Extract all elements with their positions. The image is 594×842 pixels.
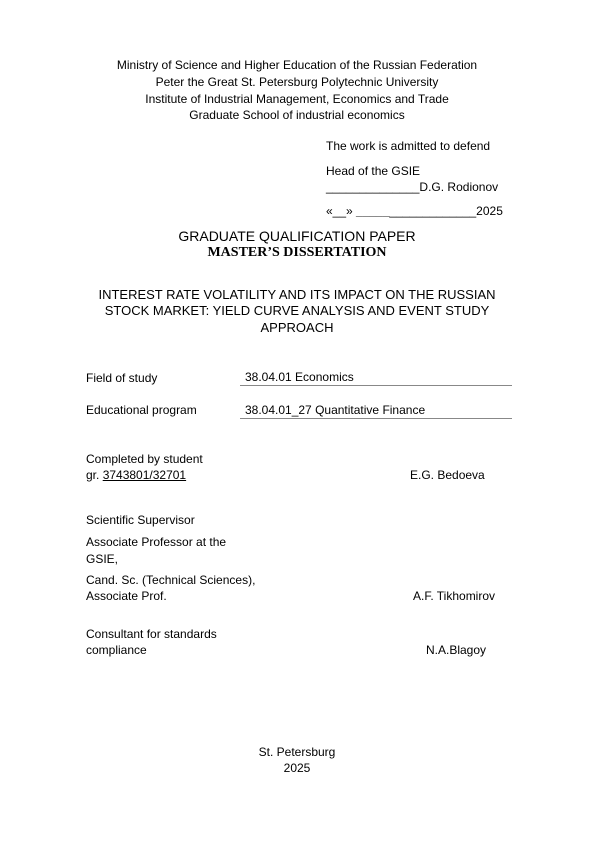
field-of-study-label: Field of study bbox=[86, 371, 158, 385]
supervisor-line1: Associate Professor at the bbox=[86, 535, 227, 549]
institute-line: Institute of Industrial Management, Economics and Trade bbox=[145, 92, 449, 106]
consultant-name: N.A.Blagoy bbox=[426, 643, 487, 657]
head-signature: ______________D.G. Rodionov bbox=[326, 180, 499, 194]
degree-title: MASTER’S DISSERTATION bbox=[207, 245, 387, 260]
consultant-line2: compliance bbox=[86, 643, 147, 657]
program-label: Educational program bbox=[86, 403, 197, 417]
consultant-line1: Consultant for standards bbox=[86, 627, 217, 641]
student-group bbox=[86, 468, 186, 482]
date-blank-bold: _____ bbox=[356, 204, 390, 218]
university-line: Peter the Great St. Petersburg Polytechnic University bbox=[155, 75, 439, 89]
supervisor-line2: GSIE, bbox=[86, 552, 119, 566]
group-number: 3743801/32701 bbox=[102, 468, 187, 482]
student-name: E.G. Bedoeva bbox=[410, 468, 485, 482]
field-of-study-underline bbox=[240, 385, 512, 386]
thesis-title-line3: APPROACH bbox=[260, 320, 334, 335]
admission-line: The work is admitted to defend bbox=[326, 139, 491, 153]
paper-type: GRADUATE QUALIFICATION PAPER bbox=[178, 228, 416, 244]
supervisor-name: A.F. Tikhomirov bbox=[413, 589, 496, 603]
footer-year: 2025 bbox=[283, 761, 311, 775]
supervisor-line4: Associate Prof. bbox=[86, 589, 167, 603]
student-label: Completed by student bbox=[86, 452, 203, 466]
date-rest: _____________2025 bbox=[389, 204, 503, 218]
school-line: Graduate School of industrial economics bbox=[189, 108, 405, 122]
thesis-title-line1: INTEREST RATE VOLATILITY AND ITS IMPACT ON THE RUSSIAN bbox=[98, 287, 496, 302]
program-underline bbox=[240, 418, 512, 419]
thesis-title-line2: STOCK MARKET: YIELD CURVE ANALYSIS AND EVENT STUDY bbox=[104, 303, 490, 318]
admission-date bbox=[326, 204, 503, 218]
supervisor-label: Scientific Supervisor bbox=[86, 513, 195, 527]
head-of-gsie: Head of the GSIE bbox=[326, 164, 421, 178]
supervisor-line3: Cand. Sc. (Technical Sciences), bbox=[86, 573, 256, 587]
field-of-study-value: 38.04.01 Economics bbox=[245, 370, 354, 384]
program-value: 38.04.01_27 Quantitative Finance bbox=[245, 403, 426, 417]
date-quote: «__» bbox=[326, 204, 357, 218]
group-prefix: gr. bbox=[86, 468, 103, 482]
ministry-line: Ministry of Science and Higher Education of the Russian Federation bbox=[116, 58, 478, 72]
footer-city: St. Petersburg bbox=[258, 745, 336, 759]
